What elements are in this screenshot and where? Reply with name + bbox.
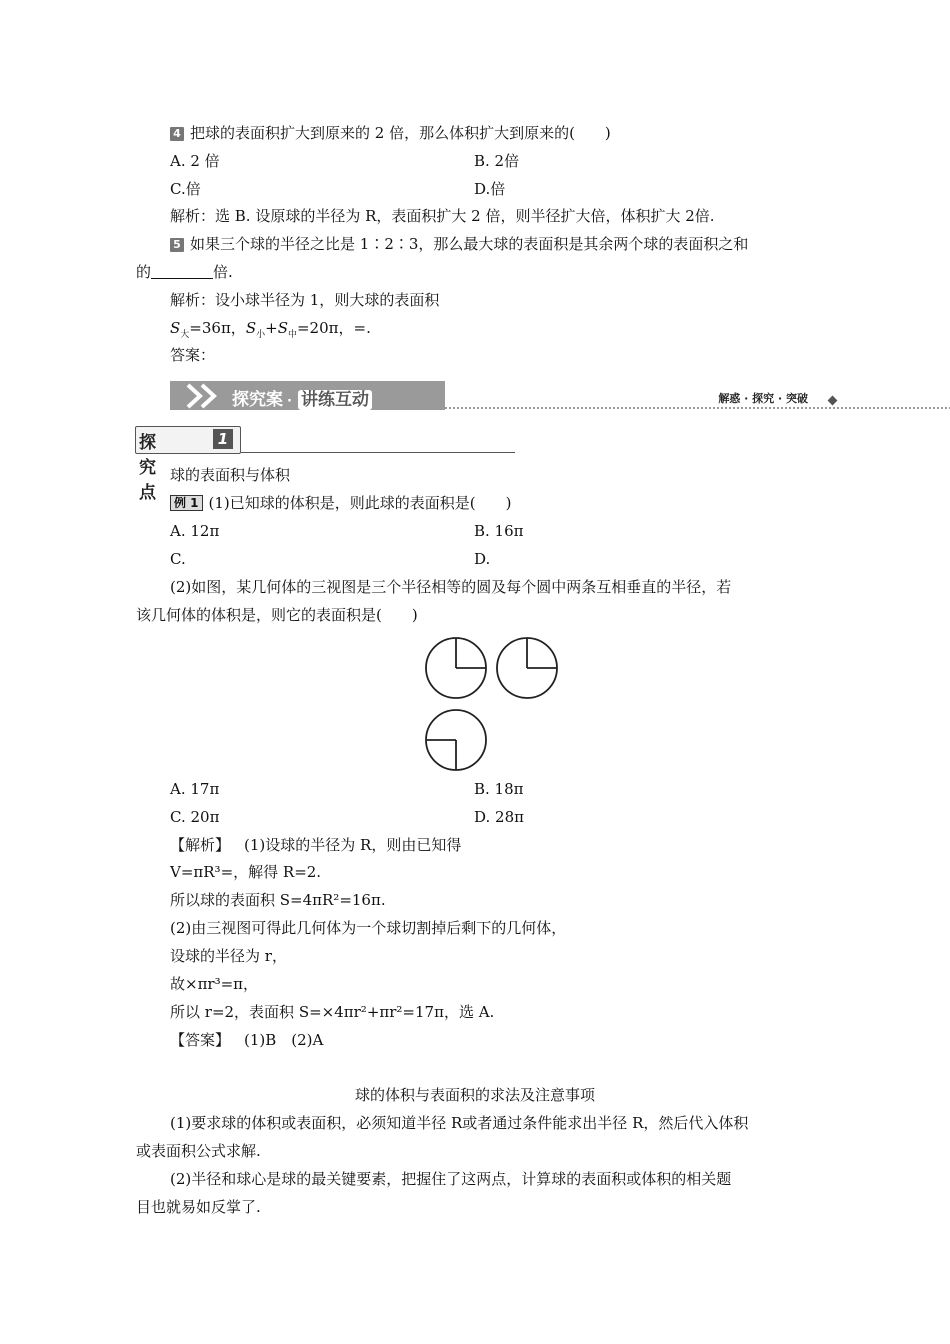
chevron-arrows-icon bbox=[184, 383, 228, 409]
solution-head: 【解析】 bbox=[170, 836, 231, 854]
banner-dotted-line bbox=[445, 407, 950, 409]
method-line4: 目也就易如反掌了. bbox=[136, 1198, 261, 1216]
solution-line7: 所以 r=2，表面积 S=×4πr²+πr²=17π，选 A. bbox=[170, 1003, 495, 1021]
example-part1: (1)已知球的体积是，则此球的表面积是( ) bbox=[208, 494, 512, 512]
p1-option-a: A. 12π bbox=[170, 522, 220, 540]
q5-stem-text: 如果三个球的半径之比是 1∶2∶3，那么最大球的表面积是其余两个球的表面积之和 bbox=[190, 235, 749, 253]
answer-head: 【答案】 bbox=[170, 1031, 231, 1049]
method-line2: 或表面积公式求解. bbox=[136, 1142, 261, 1160]
p2-option-a: A. 17π bbox=[170, 780, 220, 798]
solution-text-1: (1)设球的半径为 R，则由已知得 bbox=[244, 836, 462, 854]
q5-analysis: 解析：设小球半径为 1，则大球的表面积 bbox=[170, 291, 440, 309]
example-part2-line2: 该几何体的体积是，则它的表面积是( ) bbox=[136, 606, 418, 624]
q4-option-d: D.倍 bbox=[474, 180, 506, 198]
q5-stem-line1 bbox=[170, 234, 748, 254]
q4-number-badge: 4 bbox=[170, 127, 184, 141]
section-banner bbox=[170, 381, 838, 411]
top-view-circle bbox=[426, 710, 486, 770]
banner-dot: · bbox=[287, 394, 292, 409]
method-title: 球的体积与表面积的求法及注意事项 bbox=[355, 1086, 596, 1104]
answer-line bbox=[170, 1030, 323, 1050]
solution-line1 bbox=[170, 835, 461, 855]
section-number: 1 bbox=[213, 429, 233, 449]
solution-line4: (2)由三视图可得此几何体为一个球切割掉后剩下的几何体， bbox=[170, 919, 567, 937]
q5-answer-label: 答案： bbox=[170, 346, 216, 364]
q4-option-c: C.倍 bbox=[170, 180, 201, 198]
topic-title: 球的表面积与体积 bbox=[170, 466, 291, 484]
section-title: 探究点 bbox=[139, 433, 156, 503]
q4-analysis: 解析：选 B. 设原球的半径为 R，表面积扩大 2 倍，则半径扩大倍，体积扩大 2倍. bbox=[170, 207, 715, 225]
p1-option-d: D. bbox=[474, 550, 491, 568]
formula-s: S bbox=[245, 319, 257, 337]
banner-title-group bbox=[232, 385, 372, 410]
banner-right-label: 解惑 · 探究 · 突破 bbox=[718, 392, 808, 405]
answer-text: (1)B (2)A bbox=[244, 1031, 324, 1049]
formula-s: S bbox=[277, 319, 288, 337]
p2-option-d: D. 28π bbox=[474, 808, 524, 826]
q5-stem-post: 倍. bbox=[213, 263, 233, 281]
three-view-figure bbox=[420, 632, 565, 777]
p2-option-b: B. 18π bbox=[474, 780, 524, 798]
formula-sub-large: 大 bbox=[180, 330, 190, 340]
front-view-circle bbox=[426, 638, 486, 698]
formula-sub-mid: 中 bbox=[287, 330, 297, 340]
method-line3: (2)半径和球心是球的最关键要素，把握住了这两点，计算球的表面积或体积的相关题 bbox=[170, 1170, 732, 1188]
formula-plus: + bbox=[265, 319, 278, 337]
solution-line3: 所以球的表面积 S=4πR²=16π. bbox=[170, 891, 386, 909]
formula-text: =36π， bbox=[189, 319, 246, 337]
side-view-circle bbox=[497, 638, 557, 698]
q4-stem: 把球的表面积扩大到原来的 2 倍，那么体积扩大到原来的( ) bbox=[190, 124, 611, 142]
p1-option-b: B. 16π bbox=[474, 522, 524, 540]
formula-text: =20π，=. bbox=[296, 319, 371, 337]
example-tag: 例 1 bbox=[170, 495, 203, 511]
diamond-icon bbox=[828, 396, 838, 406]
q4-option-a: A. 2 倍 bbox=[170, 152, 220, 170]
q4-stem-line bbox=[170, 123, 611, 143]
p1-option-c: C. bbox=[170, 550, 186, 568]
q5-number-badge: 5 bbox=[170, 238, 184, 252]
q5-stem-pre: 的 bbox=[136, 263, 152, 281]
solution-line5: 设球的半径为 r， bbox=[170, 947, 287, 965]
q4-option-b: B. 2倍 bbox=[474, 152, 520, 170]
banner-title: 探究案 bbox=[232, 390, 283, 410]
section-underline bbox=[241, 452, 515, 453]
example-part2-line1: (2)如图，某几何体的三视图是三个半径相等的圆及每个圆中两条互相垂直的半径，若 bbox=[170, 578, 732, 596]
q5-answer-blank bbox=[151, 263, 213, 279]
formula-s: S bbox=[170, 319, 181, 337]
q5-stem-line2 bbox=[136, 262, 233, 282]
solution-line6: 故×πr³=π， bbox=[170, 975, 259, 993]
method-line1: (1)要求球的体积或表面积，必须知道半径 R或者通过条件能求出半径 R，然后代入体积 bbox=[170, 1114, 749, 1132]
p2-option-c: C. 20π bbox=[170, 808, 220, 826]
q5-formula bbox=[170, 318, 371, 345]
example-1-line bbox=[170, 493, 512, 513]
banner-subtitle: 讲练互动 bbox=[298, 390, 372, 410]
solution-line2: V=πR³=，解得 R=2. bbox=[170, 863, 322, 881]
formula-sub-small: 小 bbox=[256, 330, 266, 340]
